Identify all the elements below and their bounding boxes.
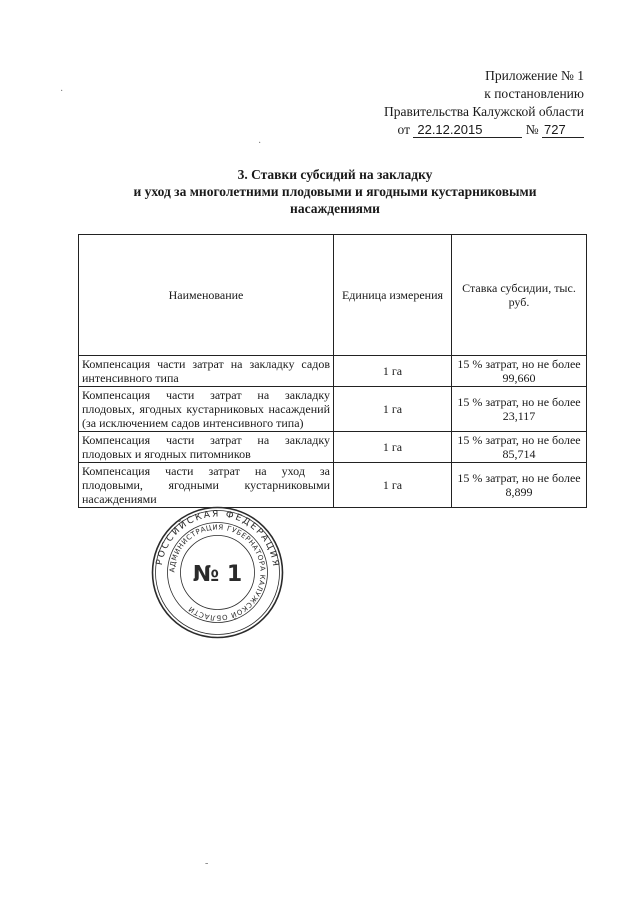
official-seal: [150, 505, 285, 640]
scan-speck: -: [205, 858, 209, 869]
approval-header: [384, 67, 584, 139]
resolution-number: 727: [542, 122, 584, 138]
row-rate: 15 % затрат, но не более 23,117: [452, 387, 587, 432]
row-name: Компенсация части затрат на закладку садов интенсивного типа: [79, 356, 334, 387]
resolution-label: к постановлению: [484, 86, 584, 101]
row-rate: 15 % затрат, но не более 85,714: [452, 432, 587, 463]
row-unit: 1 га: [334, 356, 452, 387]
subsidy-rates-table: [78, 234, 587, 508]
table-header-row: [79, 235, 587, 356]
table-row: [79, 356, 587, 387]
column-header-rate: Ставка субсидии, тыс. руб.: [452, 235, 587, 356]
document-title: [70, 166, 600, 217]
appendix-label: Приложение № 1: [485, 68, 584, 83]
title-line-1: 3. Ставки субсидий на закладку: [237, 167, 433, 182]
row-name: Компенсация части затрат на закладку плодовых, ягодных кустарниковых насаждений (за исключением садов интенсивного типа): [79, 387, 334, 432]
seal-inner-text: АДМИНИСТРАЦИЯ ГУБЕРНАТОРА КАЛУЖСКОЙ ОБЛАСТИ: [168, 523, 267, 622]
row-rate: 15 % затрат, но не более 99,660: [452, 356, 587, 387]
government-label: Правительства Калужской области: [383, 104, 584, 119]
scan-speck: ·: [258, 138, 262, 149]
row-unit: 1 га: [334, 432, 452, 463]
seal-outer-text: РОССИЙСКАЯ ФЕДЕРАЦИЯ: [154, 509, 281, 569]
number-label: №: [525, 122, 539, 137]
table-row: [79, 432, 587, 463]
title-line-2: и уход за многолетними плодовыми и ягодными кустарниковыми: [133, 184, 537, 199]
table-row: [79, 387, 587, 432]
row-unit: 1 га: [334, 387, 452, 432]
from-label: от: [397, 122, 410, 137]
row-unit: 1 га: [334, 463, 452, 508]
row-name: Компенсация части затрат на уход за плодовыми, ягодными кустарниковыми насаждениями: [79, 463, 334, 508]
row-rate: 15 % затрат, но не более 8,899: [452, 463, 587, 508]
row-name: Компенсация части затрат на закладку плодовых и ягодных питомников: [79, 432, 334, 463]
column-header-name: Наименование: [79, 235, 334, 356]
table-row: [79, 463, 587, 508]
resolution-date: 22.12.2015: [413, 122, 522, 138]
column-header-unit: Единица измерения: [334, 235, 452, 356]
seal-center-number: № 1: [192, 562, 243, 587]
date-number-line: [384, 121, 584, 139]
title-line-3: насаждениями: [290, 201, 380, 216]
scan-speck: ·: [60, 86, 64, 97]
